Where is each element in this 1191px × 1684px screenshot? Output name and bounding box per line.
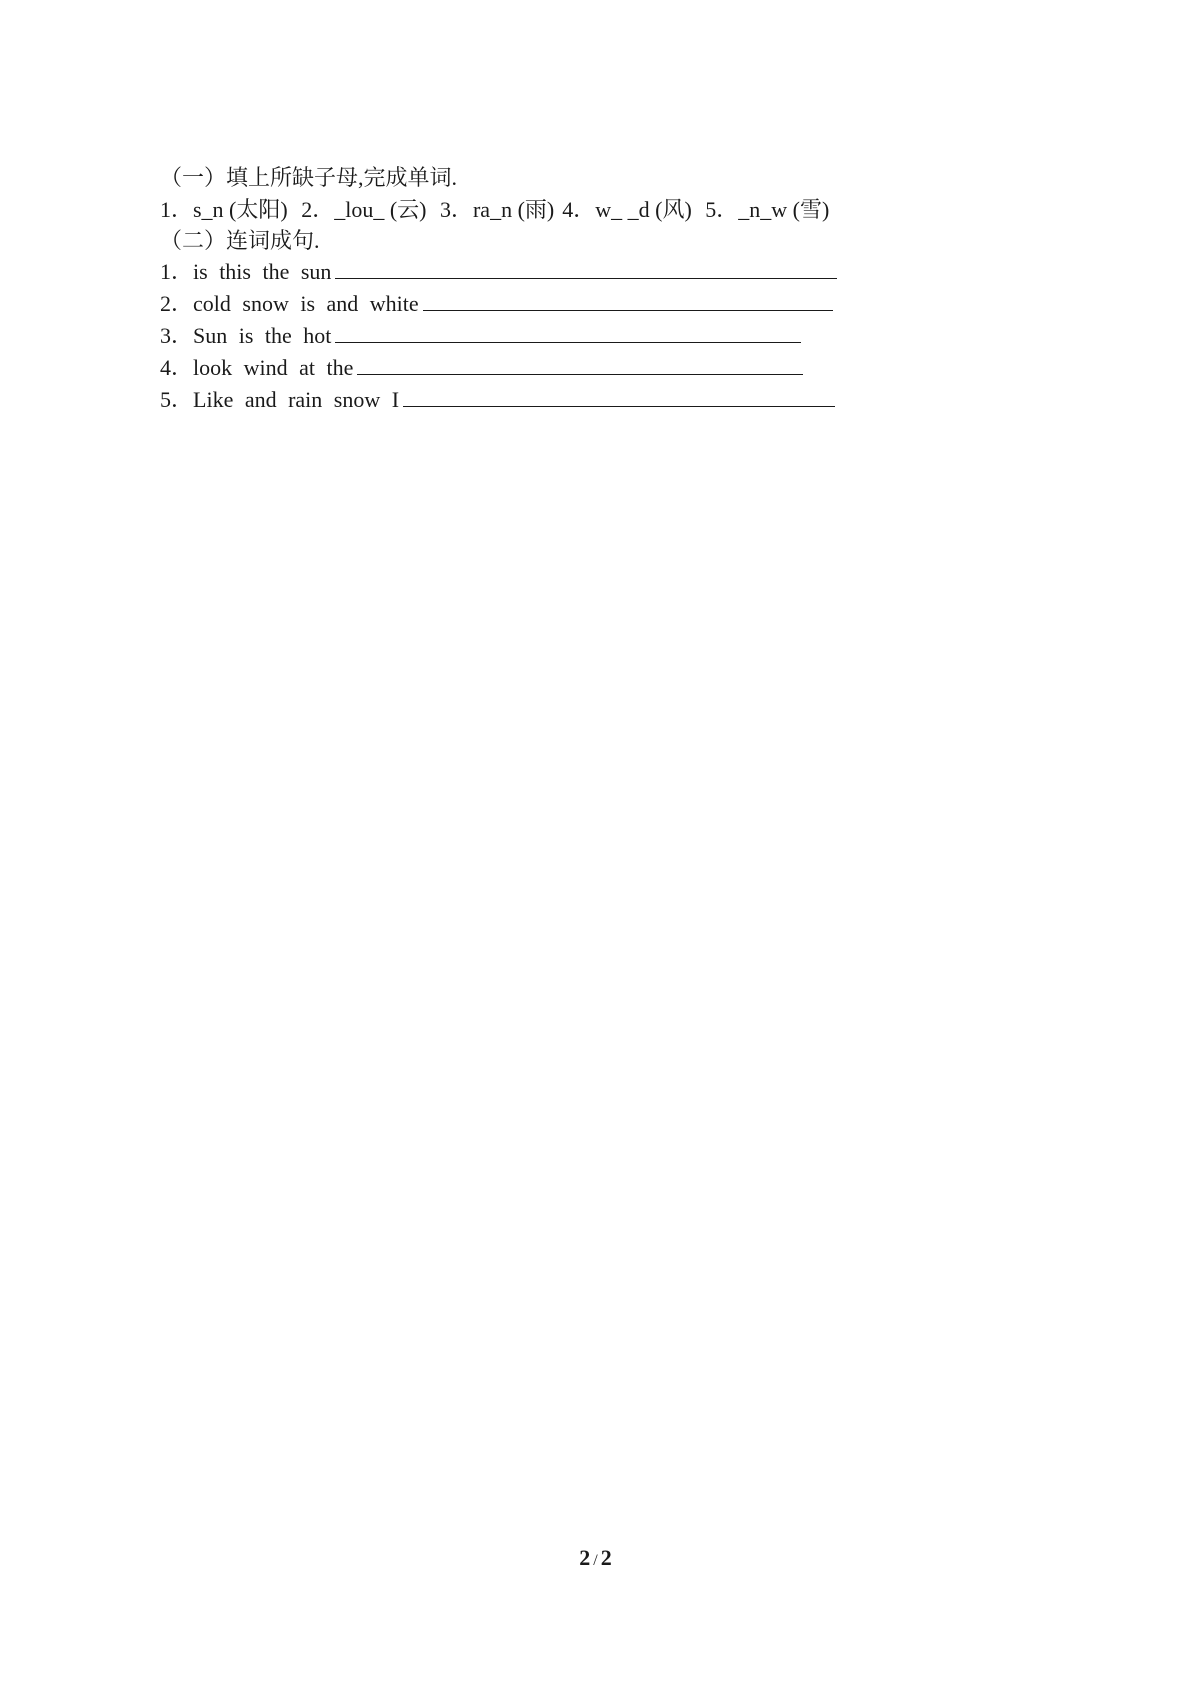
question-number: 2．: [160, 291, 194, 316]
section-1-title: （一）填上所缺子母,完成单词.: [160, 165, 458, 190]
question-number: 3．: [160, 323, 194, 348]
answer-blank[interactable]: [357, 352, 803, 375]
question-number: 5．: [160, 387, 194, 412]
question-words: cold snow is and white: [193, 291, 419, 316]
fill-in-item-3: 3．ra_n (雨): [439, 197, 555, 222]
section-2-title: （二）连词成句.: [160, 228, 320, 253]
question-row-5: [160, 384, 900, 416]
fill-in-item-5: 5．_n_w (雪): [705, 197, 830, 222]
question-words: Like and rain snow I: [193, 387, 400, 412]
page-total: 2: [600, 1545, 612, 1570]
fill-in-item-1: 1．s_n (太阳): [160, 197, 288, 222]
question-number: 1．: [160, 259, 194, 284]
answer-blank[interactable]: [335, 256, 837, 279]
section-1-items: [160, 194, 900, 226]
page-separator: /: [593, 1552, 598, 1569]
question-row-3: [160, 320, 900, 352]
worksheet: [160, 162, 900, 416]
fill-in-item-2: 2．_lou_ (云): [301, 197, 427, 222]
question-words: is this the sun: [193, 259, 332, 284]
answer-blank[interactable]: [335, 320, 801, 343]
question-words: look wind at the: [193, 355, 354, 380]
question-row-4: [160, 352, 900, 384]
question-words: Sun is the hot: [193, 323, 332, 348]
answer-blank[interactable]: [423, 288, 833, 311]
page-number: [0, 1545, 1191, 1571]
answer-blank[interactable]: [403, 384, 835, 407]
question-number: 4．: [160, 355, 194, 380]
question-row-1: [160, 256, 900, 288]
fill-in-item-4: 4．w_ _d (风): [562, 197, 692, 222]
question-row-2: [160, 288, 900, 320]
page-current: 2: [579, 1545, 591, 1570]
